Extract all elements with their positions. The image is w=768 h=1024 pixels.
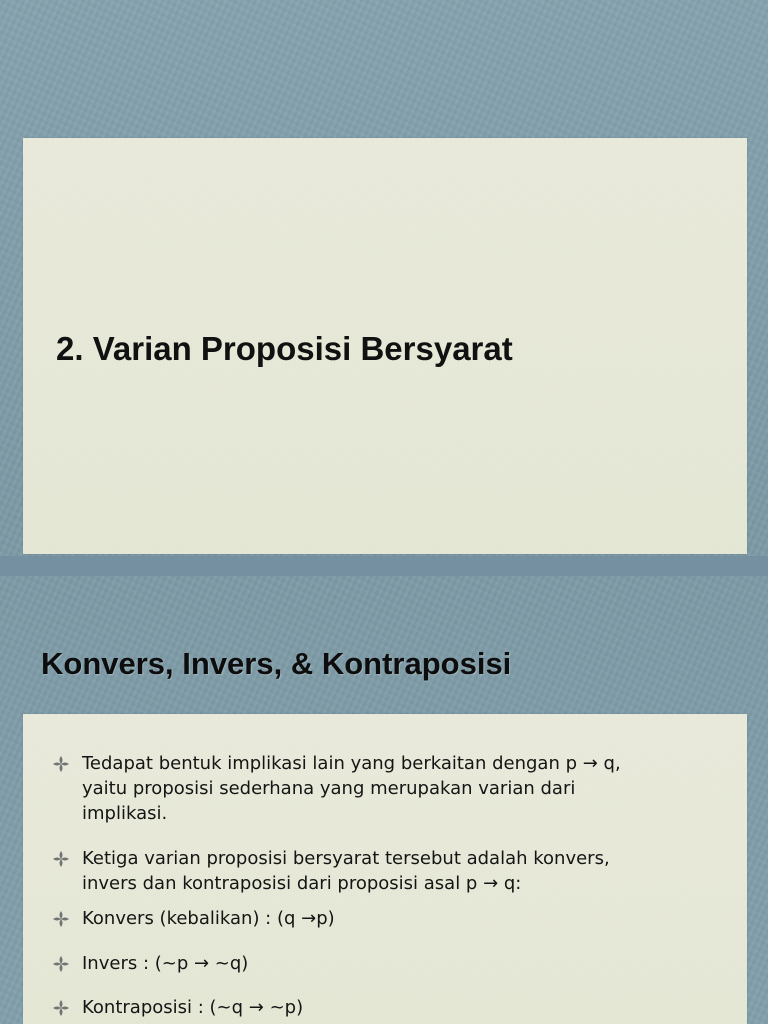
bullet-item-5 — [51, 995, 651, 1020]
fleur-bullet-icon — [51, 998, 71, 1018]
slide-2-card — [23, 714, 747, 1024]
fleur-bullet-icon — [51, 954, 71, 974]
bullet-text-2: Ketiga varian proposisi bersyarat tersebut adalah konvers, invers dan kontraposisi dari proposisi asal p → q: — [82, 848, 610, 894]
bullet-text-1: Tedapat bentuk implikasi lain yang berkaitan dengan p → q, yaitu proposisi sederhana yang merupakan varian dari implikasi. — [82, 753, 621, 824]
fleur-bullet-icon — [51, 754, 71, 774]
fleur-bullet-icon — [51, 909, 71, 929]
bullet-text-5: Kontraposisi : (~q → ~p) — [82, 997, 304, 1018]
bullet-text-4: Invers : (~p → ~q) — [82, 953, 249, 974]
slide-divider — [0, 556, 768, 576]
fleur-bullet-icon — [51, 849, 71, 869]
slide-1-card — [23, 138, 747, 554]
slide-1-title: 2. Varian Proposisi Bersyarat — [56, 330, 513, 367]
bullet-item-3 — [51, 906, 651, 931]
bullet-text-3: Konvers (kebalikan) : (q →p) — [82, 908, 335, 929]
bullet-item-2 — [51, 846, 651, 896]
slide-2-title: Konvers, Invers, & Kontraposisi — [41, 646, 512, 681]
bullet-item-1 — [51, 751, 651, 826]
bullet-item-4 — [51, 951, 651, 976]
